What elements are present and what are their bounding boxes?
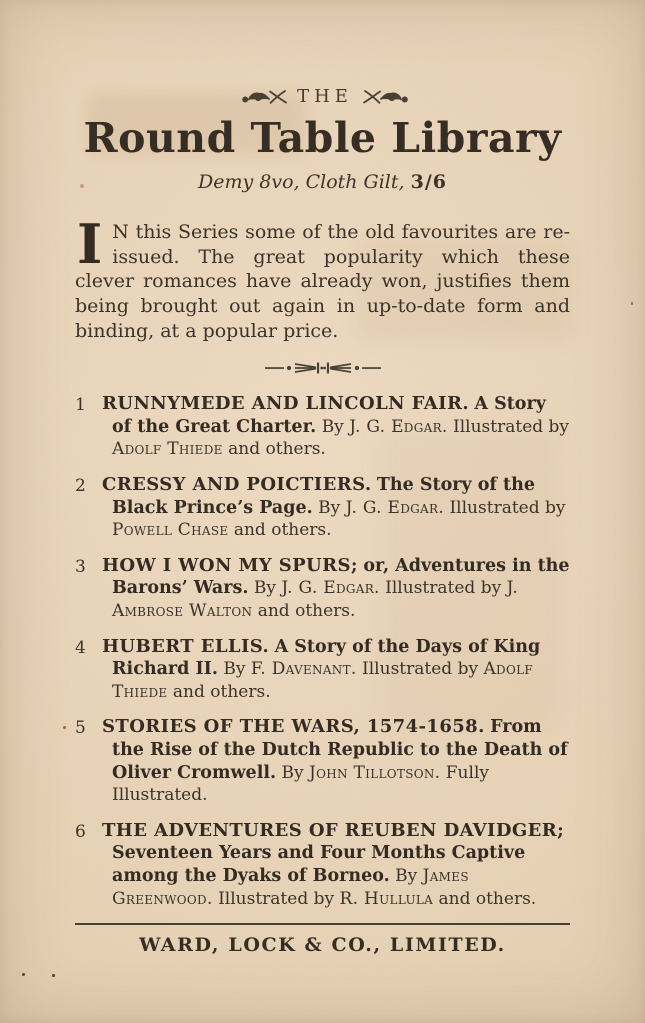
item-name-smallcaps: Powell Chase	[112, 520, 229, 541]
item-subtitle: A Story of the Great Charter.	[112, 394, 546, 437]
paper-speck	[22, 973, 25, 976]
item-number: 3	[75, 556, 86, 577]
item-plain-text: and others.	[438, 888, 537, 909]
item-name-smallcaps: J. G. Edgar.	[281, 578, 380, 599]
imprint-price: 3/6	[410, 171, 448, 194]
item-name-smallcaps: F. Davenant.	[250, 659, 357, 680]
item-plain-text: Illustrated by	[449, 497, 566, 518]
item-plain-text: By	[223, 659, 246, 680]
item-number: 6	[75, 821, 86, 842]
footer-rule	[75, 923, 570, 925]
item-subtitle: A Story of the Days of King Richard II.	[112, 636, 541, 680]
item-text	[102, 474, 570, 542]
book-list-item	[75, 474, 570, 542]
item-name-smallcaps: J. G. Edgar.	[345, 497, 445, 518]
item-name-smallcaps: J. G. Edgar.	[349, 416, 448, 437]
publisher-footer: WARD, LOCK & CO., LIMITED.	[139, 934, 506, 957]
item-subtitle: or, Adventures in the Barons’ Wars.	[112, 555, 570, 599]
item-plain-text: By	[253, 578, 276, 599]
item-number: 4	[75, 637, 86, 658]
item-plain-text: Illustrated by	[362, 659, 479, 680]
item-name-smallcaps: Adolf Thiede	[112, 439, 223, 460]
item-subtitle: The Story of the Black Prince’s Page.	[112, 475, 535, 518]
book-list-item	[75, 820, 570, 910]
item-plain-text: Illustrated by	[453, 416, 570, 437]
item-text	[102, 393, 570, 461]
item-plain-text: By	[281, 762, 304, 783]
item-name-smallcaps: Adolf Thiede	[112, 659, 533, 702]
item-plain-text: and others.	[233, 520, 332, 541]
item-text	[102, 716, 570, 806]
imprint-line	[75, 171, 570, 193]
imprint-format: Demy 8vo, Cloth Gilt,	[197, 171, 405, 194]
book-list-item	[75, 393, 570, 461]
item-title: STORIES OF THE WARS, 1574-1658.	[102, 716, 485, 738]
flourish-right-icon	[362, 87, 408, 107]
item-text	[102, 820, 570, 910]
item-title: THE ADVENTURES OF REUBEN DAVIDGER;	[102, 819, 565, 841]
divider-ornament-icon	[261, 360, 385, 376]
paper-speck	[52, 974, 55, 977]
series-the: THE	[297, 86, 353, 107]
item-title: RUNNYMEDE AND LINCOLN FAIR.	[102, 393, 469, 415]
intro-text: N this Series some of the old favourites are re-issued. The great popularity which these clever romances have already won, justifies them being brought out again in up-to-date form and binding, at a popular price.	[75, 221, 570, 342]
item-name-smallcaps: R. Hullula	[339, 888, 434, 909]
flourish-left-icon	[242, 87, 288, 107]
item-text	[102, 555, 570, 623]
page-title: Round Table Library	[83, 114, 562, 162]
intro-paragraph	[75, 212, 570, 343]
item-subtitle: Seventeen Years and Four Months Captive among the Dyaks of Borneo.	[112, 843, 526, 886]
section-divider	[261, 360, 385, 380]
item-number: 2	[75, 476, 86, 497]
item-plain-text: and others.	[172, 681, 271, 702]
item-number: 5	[75, 718, 86, 739]
item-title: HOW I WON MY SPURS;	[102, 554, 358, 576]
item-name-smallcaps: J. Ambrose Walton	[112, 578, 519, 621]
item-plain-text: Illustrated by	[385, 578, 502, 599]
book-list-item	[75, 636, 570, 704]
item-plain-text: Fully Illustrated.	[112, 762, 489, 806]
item-title: CRESSY AND POICTIERS.	[102, 474, 372, 496]
drop-cap: I	[77, 212, 103, 277]
book-list-item	[75, 555, 570, 623]
item-plain-text: By	[321, 416, 344, 437]
series-heading-line	[75, 86, 570, 107]
book-list-item	[75, 716, 570, 806]
item-number: 1	[75, 395, 86, 416]
item-subtitle: From the Rise of the Dutch Republic to the Death of Oliver Cromwell.	[112, 717, 568, 783]
item-plain-text: Illustrated by	[218, 888, 335, 909]
item-plain-text: and others.	[257, 600, 356, 621]
item-name-smallcaps: John Tillotson.	[309, 762, 441, 783]
item-name-smallcaps: James Greenwood.	[112, 865, 469, 909]
item-plain-text: By	[395, 865, 418, 886]
item-text	[102, 636, 570, 704]
item-plain-text: By	[318, 497, 341, 518]
book-list	[75, 393, 570, 910]
item-plain-text: and others.	[228, 439, 326, 460]
item-title: HUBERT ELLIS.	[102, 635, 270, 657]
